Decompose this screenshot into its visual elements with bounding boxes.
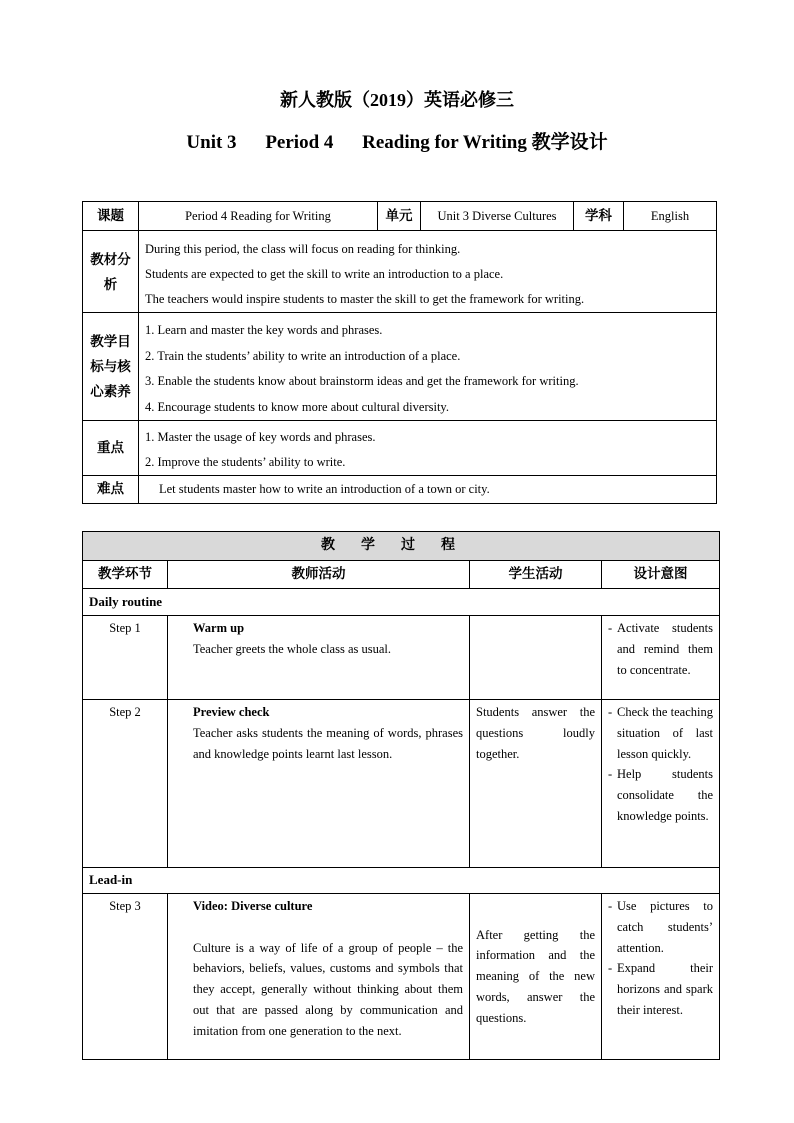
analysis-line: Students are expected to get the skill to write an introduction to a place. [145, 267, 504, 281]
topic-label-cell: 课题 [83, 202, 139, 231]
key-point-line: 1. Master the usage of key words and phrases. [145, 430, 376, 444]
topic-label: Reading for Writing 教学设计 [362, 132, 608, 153]
unit-label: Unit 3 [186, 132, 237, 153]
lesson-info-table [82, 201, 717, 504]
column-header-teacher: 教师活动 [168, 561, 470, 589]
goals-content-cell [139, 313, 717, 421]
teacher-activity-cell [168, 700, 470, 868]
intent-item: - Expand their horizons and spark their interest. [608, 961, 713, 1017]
subject-value-cell: English [624, 202, 717, 231]
intent-item: - Activate students and remind them to concentrate. [608, 621, 713, 677]
unit-value-cell: Unit 3 Diverse Cultures [421, 202, 574, 231]
analysis-line: The teachers would inspire students to master the skill to get the framework for writing. [145, 292, 585, 306]
table-row [83, 894, 720, 1060]
analysis-content-cell [139, 231, 717, 313]
column-header-step: 教学环节 [83, 561, 168, 589]
key-point-line: 2. Improve the students’ ability to write. [145, 455, 346, 469]
analysis-label-cell: 教材分析 [83, 231, 139, 313]
subject-label-cell: 学科 [574, 202, 624, 231]
section-lead-in: Lead-in [83, 868, 720, 894]
document-subtitle [0, 127, 794, 154]
column-header-student: 学生活动 [470, 561, 602, 589]
activity-text: Teacher asks students the meaning of words, phrases and knowledge points learnt last lesson. [193, 725, 463, 761]
teacher-activity-cell [168, 894, 470, 1060]
period-label: Period 4 [265, 132, 334, 153]
difficulty-label-cell: 难点 [83, 476, 139, 504]
topic-value-cell: Period 4 Reading for Writing [139, 202, 378, 231]
difficulty-content-cell: Let students master how to write an introduction of a town or city. [139, 476, 717, 504]
key-points-label-cell: 重点 [83, 421, 139, 476]
step-label: Step 1 [83, 616, 168, 700]
intent-item: - Use pictures to catch students’ attention. [608, 899, 713, 955]
student-activity-cell: After getting the information and the meaning of the new words, answer the questions. [470, 894, 602, 1060]
intent-item: - Check the teaching situation of last lesson quickly. [608, 705, 713, 761]
document-title: 新人教版（2019）英语必修三 [280, 90, 514, 110]
goals-label-cell: 教学目标与核心素养 [83, 313, 139, 421]
goal-line: 3. Enable the students know about brainstorm ideas and get the framework for writing. [145, 374, 579, 388]
design-intent-cell [602, 616, 720, 700]
activity-text: Teacher greets the whole class as usual. [193, 641, 392, 656]
student-activity-cell: Students answer the questions loudly together. [470, 700, 602, 868]
activity-text: Culture is a way of life of a group of people – the behaviors, beliefs, values, customs and symbols that they accept, generally without thinking about them out that are passed along by communication and imitation from one generation to the next. [193, 940, 463, 1038]
step-label: Step 3 [83, 894, 168, 1060]
column-header-intent: 设计意图 [602, 561, 720, 589]
teacher-activity-cell [168, 616, 470, 700]
section-daily-routine: Daily routine [83, 589, 720, 616]
activity-heading: Warm up [193, 621, 245, 635]
unit-label-cell: 单元 [378, 202, 421, 231]
step-label: Step 2 [83, 700, 168, 868]
activity-heading: Video: Diverse culture [193, 899, 313, 913]
intent-item: - Help students consolidate the knowledge points. [608, 767, 713, 823]
student-activity-cell [470, 616, 602, 700]
analysis-line: During this period, the class will focus on reading for thinking. [145, 242, 461, 256]
goal-line: 1. Learn and master the key words and phrases. [145, 323, 383, 337]
process-title: 教学过程 [83, 532, 720, 561]
key-points-content-cell [139, 421, 717, 476]
goal-line: 2. Train the students’ ability to write an introduction of a place. [145, 348, 461, 363]
goal-line: 4. Encourage students to know more about cultural diversity. [145, 399, 449, 414]
design-intent-cell [602, 894, 720, 1060]
table-row [83, 616, 720, 700]
teaching-process-table [82, 531, 720, 1060]
activity-heading: Preview check [193, 705, 270, 719]
table-row [83, 700, 720, 868]
design-intent-cell [602, 700, 720, 868]
